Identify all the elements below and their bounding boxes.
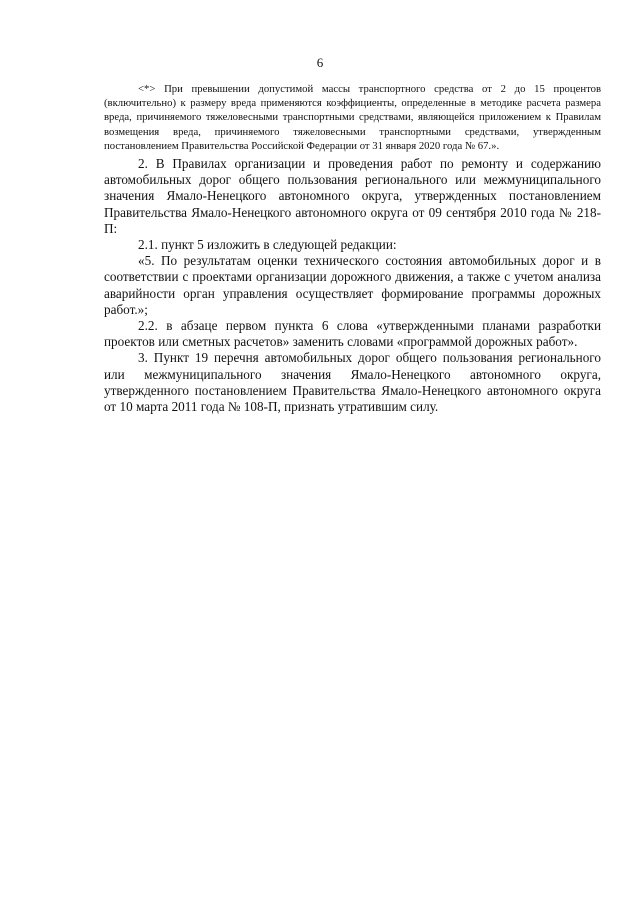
document-body (104, 82, 601, 415)
page-number: 6 (316, 55, 324, 70)
paragraph-2: 2. В Правилах организации и проведения работ по ремонту и содержанию автомобильных дорог общего пользования регионального или межмуниципального значения Ямало-Ненецкого автономного округа, утвержденных постановлением Правительства Ямало-Ненецкого автономного округа от 09 сентября 2010 года № 218-П: (104, 156, 601, 236)
paragraph-2-2: 2.2. в абзаце первом пункта 6 слова «утвержденными планами разработки проектов или сметных расчетов» заменить словами «программой дорожных работ». (104, 318, 601, 350)
paragraph-3: 3. Пункт 19 перечня автомобильных дорог общего пользования регионального или межмуниципального значения Ямало-Ненецкого автономного округа, утвержденного постановлением Правительства Ямало-Ненецкого автономного округа от 10 марта 2011 года № 108-П, признать утратившим силу. (104, 350, 601, 415)
paragraph-2-1: 2.1. пункт 5 изложить в следующей редакции: (138, 237, 397, 253)
paragraph-quote-5: «5. По результатам оценки технического состояния автомобильных дорог и в соответствии с проектами организации дорожного движения, а также с учетом анализа аварийности орган управления осуществляет формирование программы дорожных работ.»; (104, 253, 601, 317)
footnote-text: <*> При превышении допустимой массы транспортного средства от 2 до 15 процентов (включительно) к размеру вреда применяются коэффициенты, определенные в методике расчета размера вреда, причиняемого тяжеловесными транспортными средствами, являющейся приложением к Правилам возмещения вреда, причиняемого тяжеловесными транспортными средствами, утвержденным постановлением Правительства Российской Федерации от 31 января 2020 года № 67.». (104, 83, 601, 152)
